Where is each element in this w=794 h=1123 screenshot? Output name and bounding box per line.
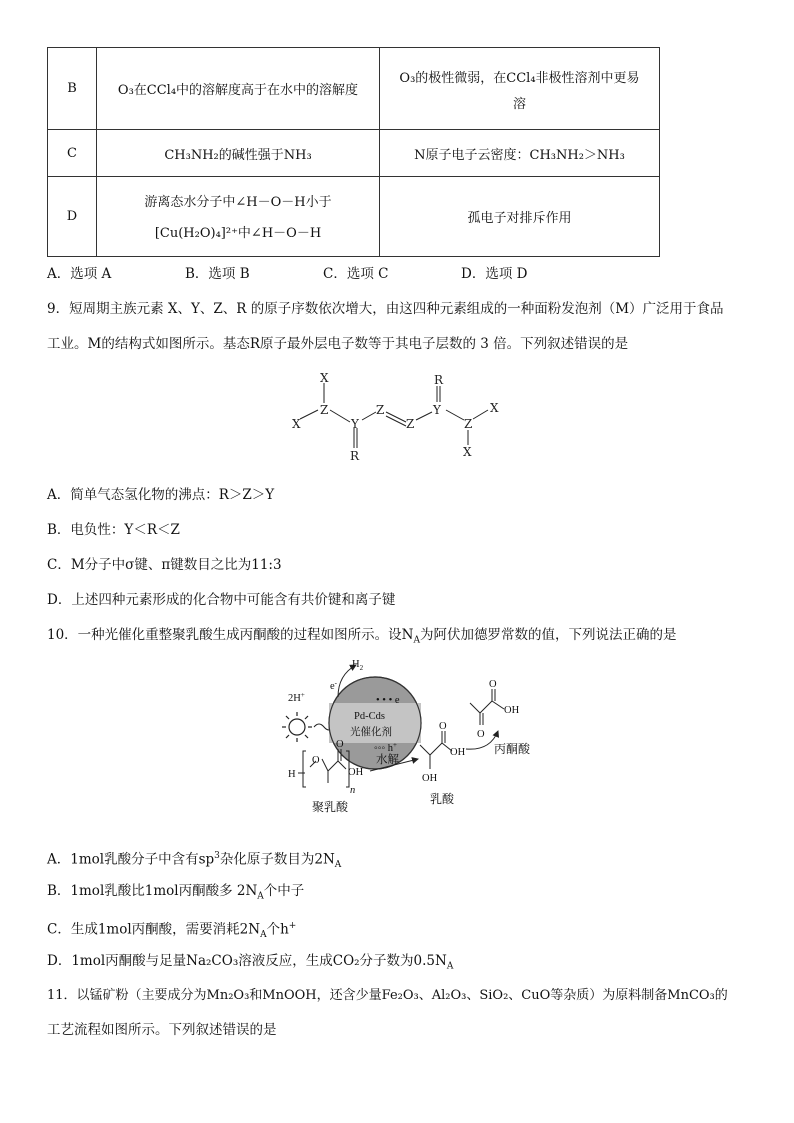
q9-stem-line2: 工业。M的结构式如图所示。基态R原子最外层电子数等于其电子层数的 3 倍。下列叙述错误的是 <box>47 336 629 352</box>
atom-x: X <box>490 401 499 415</box>
atom-y: Y <box>351 417 359 431</box>
q10-photocatalysis-diagram <box>280 655 570 835</box>
row-label: D <box>48 177 97 257</box>
subscript: A <box>413 635 420 646</box>
atom-r: R <box>434 373 444 387</box>
atom-y: Y <box>433 403 441 417</box>
lactic-label: 乳酸 <box>430 792 455 806</box>
atom-x: X <box>292 417 301 431</box>
q10-option-a: A．1mol乳酸分子中含有$sp^3$杂化原子数目为$2N_A$ <box>47 851 342 871</box>
proton-label: 2H+ <box>288 691 305 704</box>
h2-label: $H_2$ <box>352 659 364 672</box>
q9-option-c: C．M分子中σ键、π键数目之比为11:3 <box>47 557 282 573</box>
row-explanation: N原子电子云密度：CH₃NH₂＞NH₃ <box>380 130 660 177</box>
atom-x: X <box>320 371 329 385</box>
q9-option-b: B．电负性：Y＜R＜Z <box>47 522 180 538</box>
polylactic-structure <box>298 749 349 787</box>
table-row <box>48 177 660 257</box>
atom-z: Z <box>406 417 415 431</box>
row-label: B <box>48 48 97 130</box>
h-label: H <box>288 769 296 780</box>
q11-stem-line2: 工艺流程如图所示。下列叙述错误的是 <box>47 1022 277 1038</box>
row-explanation: 孤电子对排斥作用 <box>380 177 660 257</box>
table-row <box>48 130 660 177</box>
atom-z: Z <box>376 403 385 417</box>
oh-label: OH <box>422 773 438 784</box>
row-statement <box>97 177 380 257</box>
pyruvic-label: 丙酮酸 <box>494 742 531 756</box>
oh-label: OH <box>450 747 466 758</box>
oh-label: OH <box>348 767 364 778</box>
options-table <box>47 47 660 257</box>
lactic-structure <box>420 731 452 769</box>
explanation-line: O₃的极性微弱，在CCl₄非极性溶剂中更易 <box>399 70 640 86</box>
oh-label: OH <box>504 705 520 716</box>
o-label: O <box>439 721 447 732</box>
option-a: A．选项 A <box>47 266 112 282</box>
q11-stem-line1: 11．以锰矿粉（主要成分为Mn₂O₃和MnOOH，还含少量Fe₂O₃、Al₂O₃、SiO₂、CuO等杂质）为原料制备MnCO₃的 <box>47 988 728 1003</box>
q10-stem-text: 10．一种光催化重整聚乳酸生成丙酮酸的过程如图所示。设N <box>47 627 414 643</box>
holes-label: ◦◦◦ h+ <box>374 741 397 754</box>
statement-line: 游离态水分子中∠H－O－H小于 <box>144 194 332 210</box>
explanation-line: 溶 <box>512 96 526 112</box>
atom-r: R <box>350 449 360 462</box>
polylactic-label: 聚乳酸 <box>312 800 349 814</box>
o-label: O <box>336 739 344 750</box>
atom-z: Z <box>464 417 473 431</box>
q8-options <box>47 264 599 284</box>
atom-z: Z <box>320 403 329 417</box>
q10-option-b: B．1mol乳酸比1mol丙酮酸多 $2N_A$个中子 <box>47 883 305 902</box>
o-label: O <box>312 755 320 766</box>
n-label: n <box>350 785 356 796</box>
q9-option-a: A．简单气态氢化物的沸点：R＞Z＞Y <box>47 487 275 503</box>
q9-option-d: D．上述四种元素形成的化合物中可能含有共价键和离子键 <box>47 592 396 608</box>
electrons-label: • • • e <box>376 695 400 706</box>
row-statement: O₃在CCl₄中的溶解度高于在水中的溶解度 <box>97 48 380 130</box>
atom-x: X <box>463 445 472 459</box>
q10-option-c: C．生成1mol丙酮酸，需要消耗$2N_A$个h+ <box>47 921 297 941</box>
row-explanation <box>380 48 660 130</box>
table-row <box>48 48 660 130</box>
o-label: O <box>489 679 497 690</box>
option-b: B．选项 B <box>185 266 250 282</box>
row-statement: CH₃NH₂的碱性强于NH₃ <box>97 130 380 177</box>
o-label: O <box>477 729 485 740</box>
hydrolysis-label: 水解 <box>376 752 399 766</box>
q9-stem-line1: 9．短周期主族元素 X、Y、Z、R 的原子序数依次增大，由这四种元素组成的一种面粉发泡剂（M）广泛用于食品 <box>47 301 724 317</box>
electron-label: e- <box>330 679 338 692</box>
option-c: C．选项 C <box>323 266 389 282</box>
catalyst-label: Pd-Cds <box>354 711 385 722</box>
statement-line: [Cu(H₂O)₄]²⁺中∠H－O－H <box>154 225 322 241</box>
sun-icon <box>282 712 312 742</box>
pyruvic-structure <box>470 689 504 725</box>
q10-stem-tail: 为阿伏加德罗常数的值，下列说法正确的是 <box>420 627 677 643</box>
row-label: C <box>48 130 97 177</box>
q10-option-d: D．1mol丙酮酸与足量Na₂CO₃溶液反应，生成CO₂分子数为$0.5N_A$ <box>47 953 454 972</box>
q9-structure-diagram <box>280 370 510 462</box>
q10-stem <box>47 625 677 651</box>
catalyst-cn-label: 光催化剂 <box>350 727 392 738</box>
option-d: D．选项 D <box>461 266 528 282</box>
